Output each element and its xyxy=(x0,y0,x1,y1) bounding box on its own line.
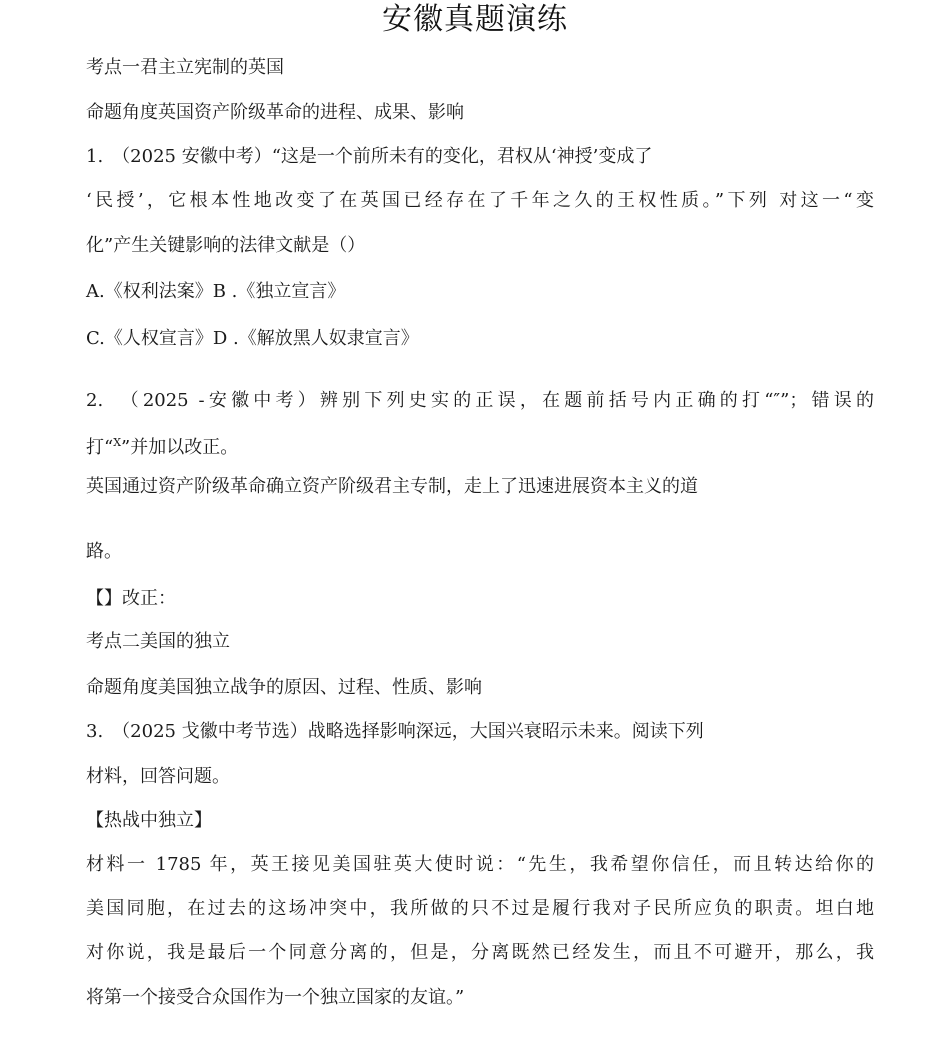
section1-angle: 命题角度英国资产阶级革命的进程、成果、影响 xyxy=(86,102,464,123)
q2-line1: 2. （2025 -安徽中考）辨别下列史实的正误，在题前括号内正确的打“″”；错误的 xyxy=(86,390,874,411)
q1-line2: ‘民授’，它根本性地改变了在英国已经存在了千年之久的王权性质。”下列 对这一“变 xyxy=(86,190,874,211)
q1-options-cd: C.《人权宣言》D .《解放黑人奴隶宣言》 xyxy=(86,328,419,349)
q3-material-line3: 对你说，我是最后一个同意分离的，但是，分离既然已经发生，而且不可避开，那么，我 xyxy=(86,942,874,963)
q1-line3: 化”产生关键影响的法律文献是（） xyxy=(86,235,366,256)
q3-line1: 3. （2025 戈徽中考节选）战略选择影响深远，大国兴衰昭示未来。阅读下列 xyxy=(86,721,704,742)
page-title: 安徽真题演练 xyxy=(382,2,568,37)
section1-heading: 考点一君主立宪制的英国 xyxy=(86,57,284,78)
q2-line2 xyxy=(86,430,874,461)
q3-material-line4: 将第一个接受合众国作为一个独立国家的友谊。” xyxy=(86,987,465,1008)
q2-statement-line2: 路。 xyxy=(86,541,122,562)
q3-material-line1: 材料一 1785 年，英王接见美国驻英大使时说：“先生，我希望你信任，而且转达给你的 xyxy=(86,854,874,875)
q1-options-ab: A.《权利法案》B .《独立宣言》 xyxy=(86,281,346,302)
q3-subheading: 【热战中独立】 xyxy=(86,810,212,831)
q2-line2-post: ”并加以改正。 xyxy=(121,437,239,458)
section2-angle: 命题角度美国独立战争的原因、过程、性质、影响 xyxy=(86,677,482,698)
section2-heading: 考点二美国的独立 xyxy=(86,631,230,652)
q2-statement-line1: 英国通过资产阶级革命确立资产阶级君主专制，走上了迅速进展资本主义的道 xyxy=(86,476,698,497)
q2-correction: 【】改正： xyxy=(86,588,176,609)
q1-line1: 1. （2025 安徽中考）“这是一个前所未有的变化，君权从‘神授’变成了 xyxy=(86,146,653,167)
q2-line2-pre: 打“ xyxy=(86,437,114,458)
q3-material-line2: 美国同胞，在过去的这场冲突中，我所做的只不过是履行我对子民所应负的职责。坦白地 xyxy=(86,898,874,919)
wrong-mark: X xyxy=(113,436,122,449)
q3-line2: 材料，回答问题。 xyxy=(86,766,230,787)
